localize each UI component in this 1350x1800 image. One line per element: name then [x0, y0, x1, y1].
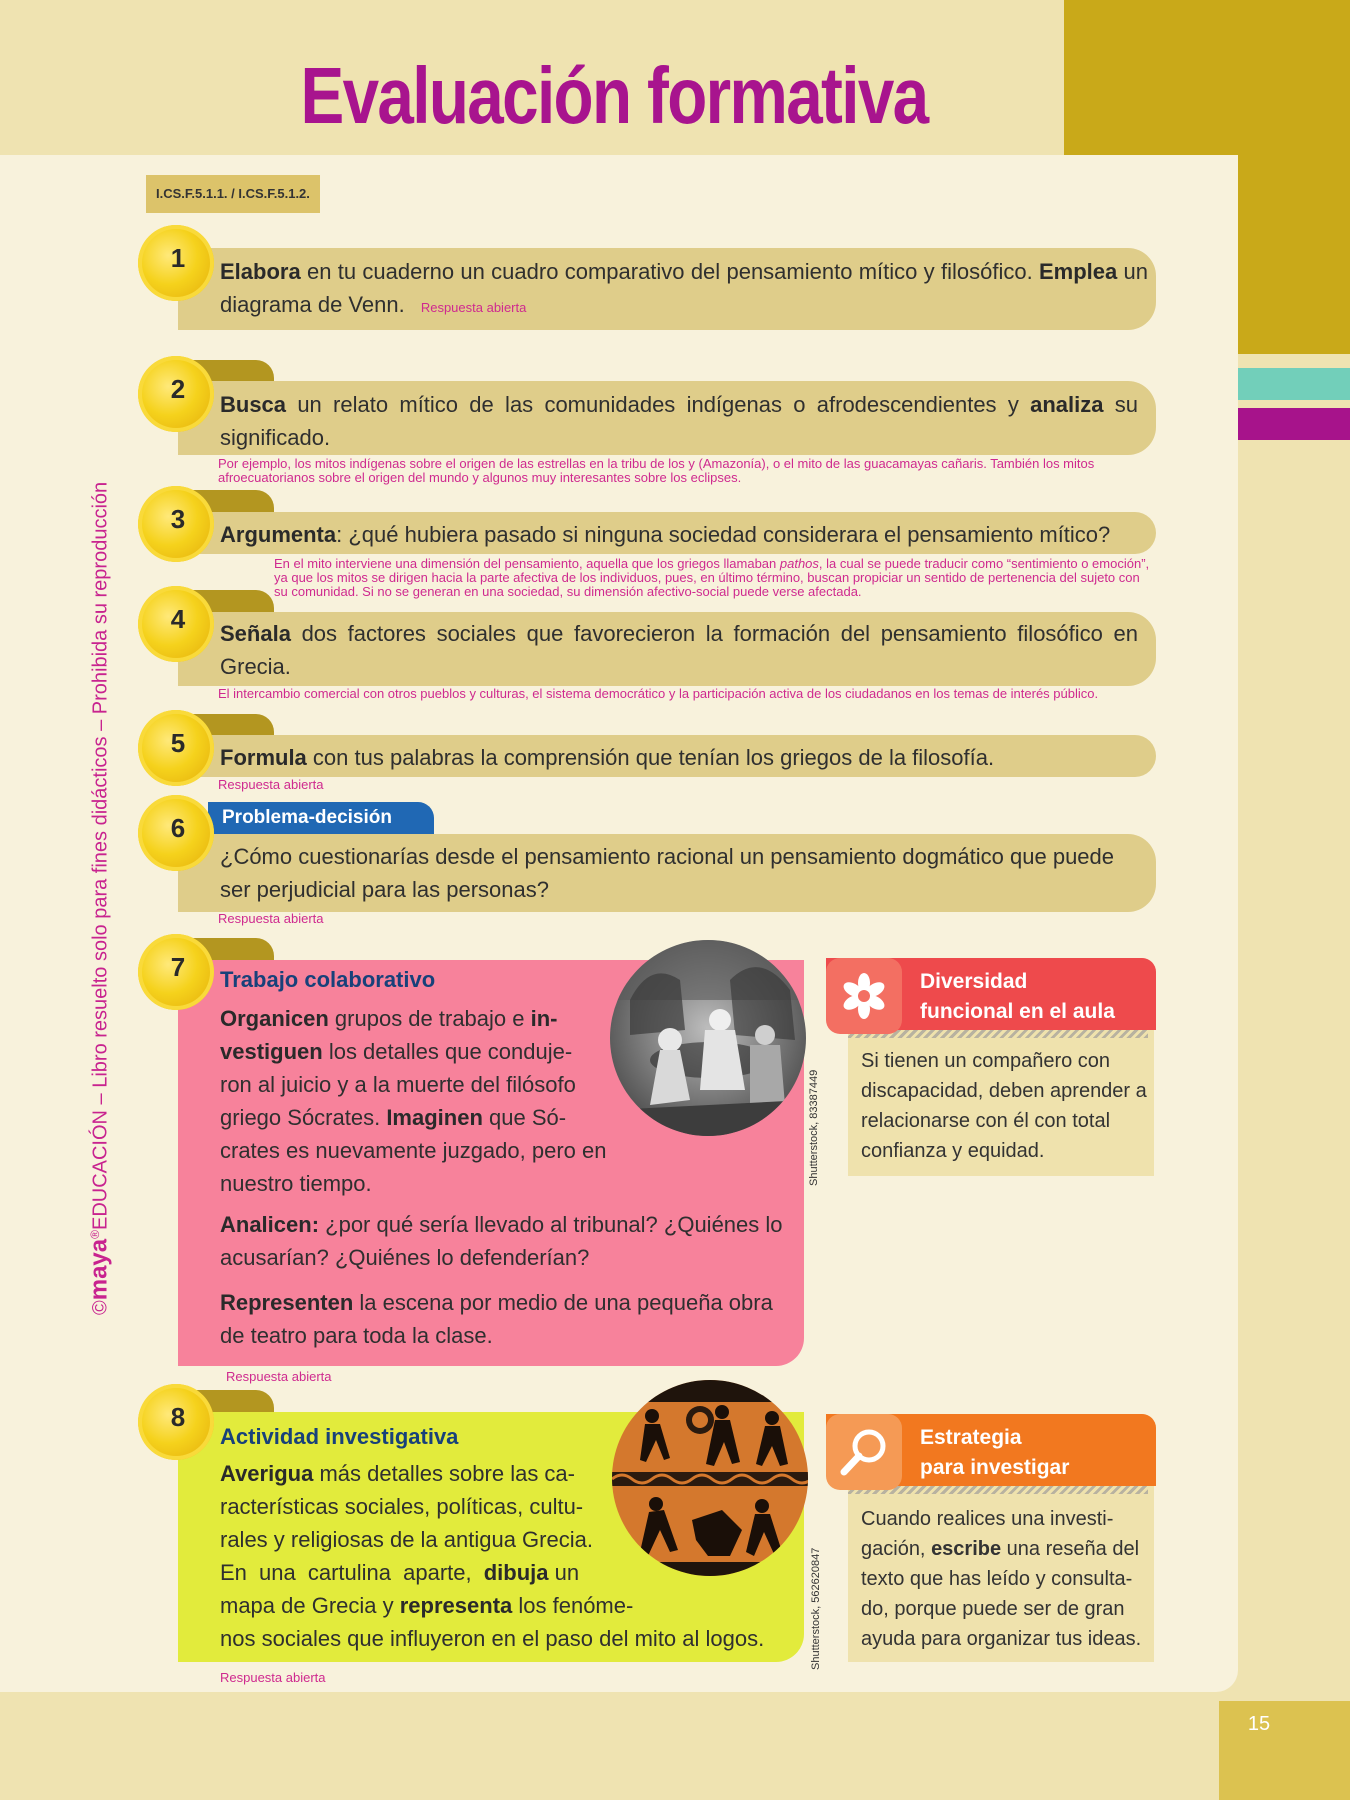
page-title: Evaluación formativa: [300, 51, 928, 140]
question-8-answer: Respuesta abierta: [220, 1670, 326, 1685]
question-7-paragraph-3: Representen la escena por medio de una pequeña obra de teatro para toda la clase.: [220, 1290, 773, 1348]
teal-band: [1238, 368, 1350, 400]
question-6-number: 6: [170, 813, 186, 843]
side-copyright-rest: EDUCACIÓN – Libro resuelto solo para fines didácticos – Prohibida su reproducción: [89, 481, 112, 1231]
question-7-paragraph-1: Organicen grupos de trabajo e in- vestiguen los detalles que conduje- ron al juicio y a la muerte del filósofo griego Sócrates. Imaginen que Só- crates es nuevamente juzgado, pero en nuestro tiempo.: [220, 1006, 607, 1196]
copyright-symbol: ©: [89, 1300, 112, 1315]
question-2-text: Busca un relato mítico de las comunidades indígenas o afrodescendientes y analiza su significado.: [220, 392, 1138, 450]
question-7-number: 7: [170, 952, 186, 982]
question-3-text: Argumenta: ¿qué hubiera pasado si ninguna sociedad considerara el pensamiento mítico?: [220, 522, 1111, 547]
question-7-paragraph-2: Analicen: ¿por qué sería llevado al tribunal? ¿Quiénes lo acusarían? ¿Quiénes lo defenderían?: [220, 1212, 783, 1270]
question-8-text: Averigua más detalles sobre las ca- racterísticas sociales, políticas, cultu- rales y religiosas de la antigua Grecia. En una cartulina aparte, dibuja un mapa de Grecia y representa los fenóme- nos sociales que influyeron en el paso del mito al logos.: [220, 1461, 765, 1651]
registered-symbol: ®: [88, 1230, 102, 1239]
question-1-answer: Respuesta abierta: [420, 300, 527, 315]
diversity-box-text: Si tienen un compañero con discapacidad, deben aprender a relacionarse con él con total confianza y equidad.: [861, 1050, 1147, 1162]
magnifier-icon: [826, 1414, 902, 1490]
problem-decision-label: Problema-decisión: [208, 802, 434, 834]
question-3-number: 3: [170, 504, 186, 534]
collaborative-work-heading: Trabajo colaborativo: [220, 967, 436, 992]
photo-credit-7: Shutterstock, 83387449: [808, 1069, 820, 1186]
question-2-answer: Por ejemplo, los mitos indígenas sobre el origen de las estrellas en la tribu de los y (Amazonía), o el mito de las guacamayas cañaris. También los mitos afroecuatorianos sobre el origen del mundo y algunos muy interesantes sobre los eclipses.: [218, 456, 1095, 485]
indicator-badge: I.CS.F.5.1.1. / I.CS.F.5.1.2.: [146, 175, 320, 213]
question-5-answer: Respuesta abierta: [218, 777, 324, 792]
question-7-answer: Respuesta abierta: [226, 1369, 332, 1384]
research-activity-heading: Actividad investigativa: [220, 1424, 459, 1449]
strategy-box-text: Cuando realices una investi-gación, escribe una reseña del texto que has leído y consulta-do, porque puede ser de gran ayuda para organizar tus ideas.: [861, 1508, 1142, 1650]
question-4-answer: El intercambio comercial con otros pueblos y culturas, el sistema democrático y la participación activa de los ciudadanos en los temas de interés público.: [218, 686, 1099, 701]
page-number: 15: [1247, 1713, 1271, 1735]
diversity-box-title: Diversidad funcional en el aula: [920, 970, 1115, 1023]
magenta-band: [1238, 408, 1350, 440]
question-4-number: 4: [170, 604, 186, 634]
question-2-number: 2: [170, 374, 186, 404]
right-strip: [1238, 155, 1350, 354]
question-5-number: 5: [170, 728, 186, 758]
brand-logo: maya: [85, 1238, 113, 1301]
photo-credit-8: Shutterstock, 562620847: [810, 1547, 822, 1670]
question-4-text: Señala dos factores sociales que favorecieron la formación del pensamiento filosófico en Grecia.: [220, 621, 1138, 679]
question-3-answer: En el mito interviene una dimensión del pensamiento, aquella que los griegos llamaban pathos, la cual se puede traducir como “sentimiento o emoción”, ya que los mitos se dirigen hacia la parte afectiva de los individuos, pues, en último término, buscan propiciar un sentido de pertenencia del sujeto con su comunidad. Si no se generan en una sociedad, su dimensión afectivo-social puede verse afectada.: [274, 556, 1150, 599]
question-1-number: 1: [170, 243, 186, 273]
strategy-box-title: Estrategia para investigar: [920, 1426, 1070, 1479]
side-copyright-text: [80, 481, 113, 1315]
socrates-engraving-image: [610, 940, 806, 1136]
question-8-number: 8: [170, 1402, 186, 1432]
question-1-text: Elabora en tu cuaderno un cuadro comparativo del pensamiento mítico y filosófico. Emplea un diagrama de Venn. Respuesta abierta: [220, 259, 1148, 317]
question-5-text: Formula con tus palabras la comprensión que tenían los griegos de la filosofía.: [220, 745, 995, 770]
flower-icon: [826, 958, 902, 1034]
question-6-text: ¿Cómo cuestionarías desde el pensamiento racional un pensamiento dogmático que puede ser perjudicial para las personas?: [220, 844, 1115, 902]
question-6-answer: Respuesta abierta: [218, 911, 324, 926]
